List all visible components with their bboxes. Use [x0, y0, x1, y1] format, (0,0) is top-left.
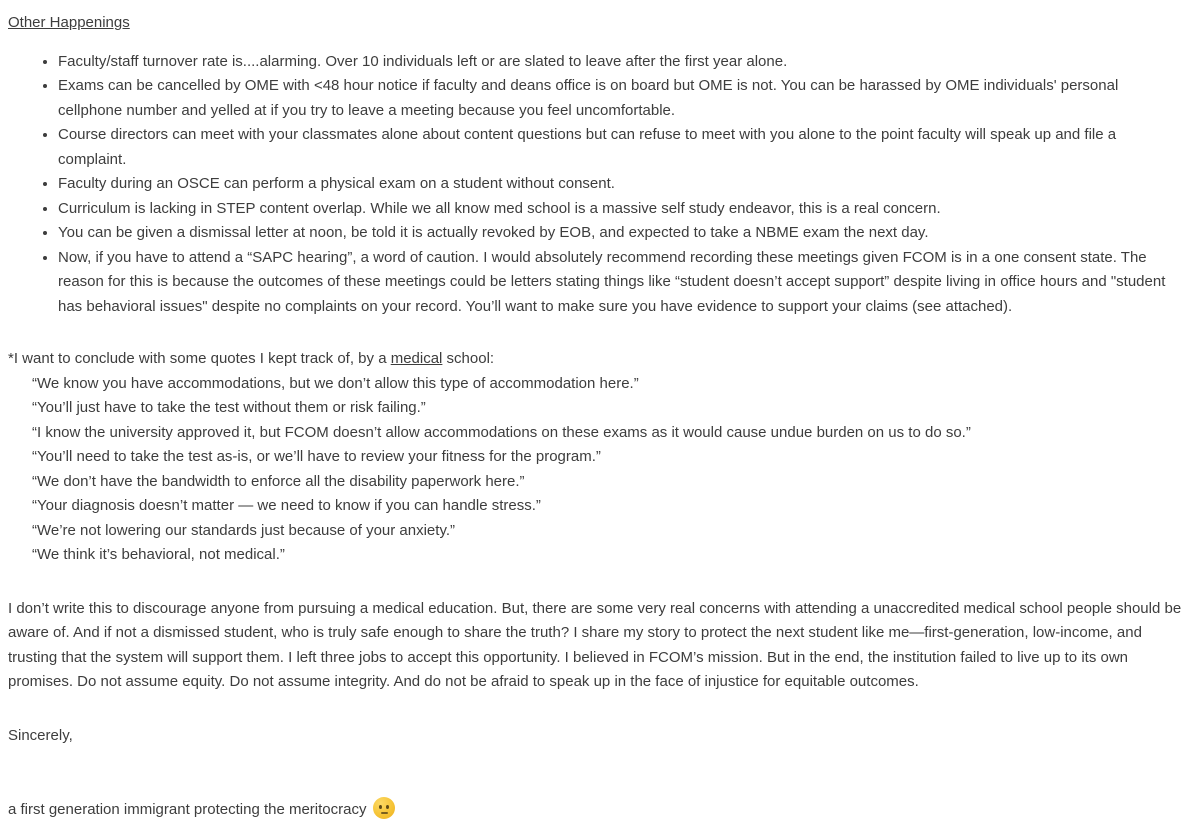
quote-line: “Your diagnosis doesn’t matter — we need to know if you can handle stress.”	[32, 497, 541, 514]
list-item: • Faculty during an OSCE can perform a physical exam on a student without consent.	[58, 172, 1190, 197]
list-item: • Curriculum is lacking in STEP content overlap. While we all know med school is a massive self study endeavor, this is a real concern.	[58, 197, 1190, 222]
list-item: • Course directors can meet with your classmates alone about content questions but can refuse to meet with you alone to the point faculty will speak up and file a complaint.	[58, 123, 1190, 172]
quote-line: “We know you have accommodations, but we don’t allow this type of accommodation here.”	[32, 374, 639, 392]
quote-line: “We’re not lowering our standards just because of your anxiety.”	[32, 521, 455, 539]
list-item: • You can be given a dismissal letter at noon, be told it is actually revoked by EOB, and expected to take a NBME exam the next day.	[58, 221, 1190, 246]
sign-off: Sincerely,	[8, 726, 73, 744]
section-heading: Other Happenings	[8, 14, 130, 31]
quote-line: “We think it’s behavioral, not medical.”	[32, 546, 285, 563]
quotes-intro	[8, 347, 1190, 372]
quote-line: “You’ll need to take the test as-is, or we’ll have to review your fitness for the program.”	[32, 448, 601, 465]
quote-line: “I know the university approved it, but FCOM doesn’t allow accommodations on these exams as it would cause undue burden on us to do so.”	[32, 423, 971, 441]
quotes-block	[32, 372, 1190, 568]
list-item: • Faculty/staff turnover rate is....alarming. Over 10 individuals left or are slated to leave after the first year alone.	[58, 50, 1190, 75]
closing-paragraph: I don’t write this to discourage anyone from pursuing a medical education. But, there are some very real concerns with attending a unaccredited medical school people should be aware of. And if not a dismissed student, who is truly safe enough to share the truth? I share my story to protect the next student like me—first-generation, low-income, and trusting that the system will support them. I left three jobs to accept this opportunity. I believed in FCOM’s mission. But in the end, the institution failed to live up to its own promises. Do not assume equity. Do not assume integrity. And do not be afraid to speak up in the face of injustice for equitable outcomes.	[8, 599, 1182, 690]
quotes-intro-before: *I want to conclude with some quotes I kept track of, by a	[8, 350, 391, 367]
quotes-intro-after: school:	[442, 350, 495, 367]
signature-text: a first generation immigrant protecting the meritocracy	[8, 801, 367, 818]
happenings-list	[8, 50, 1190, 320]
neutral-face-emoji	[373, 797, 395, 819]
quotes-intro-underlined-word: medical	[390, 350, 443, 367]
list-item: • Now, if you have to attend a “SAPC hearing”, a word of caution. I would absolutely recommend recording these meetings given FCOM is in a one consent state. The reason for this is because the outcomes of these meetings could be letters stating things like “student doesn’t accept support” despite living in office hours and "student has behavioral issues" despite no complaints on your record. You’ll want to make sure you have evidence to support your claims (see attached).	[58, 246, 1190, 320]
signature-line	[8, 797, 1190, 823]
quote-line: “We don’t have the bandwidth to enforce all the disability paperwork here.”	[32, 472, 525, 490]
list-item: • Exams can be cancelled by OME with <48 hour notice if faculty and deans office is on board but OME is not. You can be harassed by OME individuals' personal cellphone number and yelled at if you try to leave a meeting because you feel uncomfortable.	[58, 74, 1190, 123]
quote-line: “You’ll just have to take the test without them or risk failing.”	[32, 399, 426, 416]
